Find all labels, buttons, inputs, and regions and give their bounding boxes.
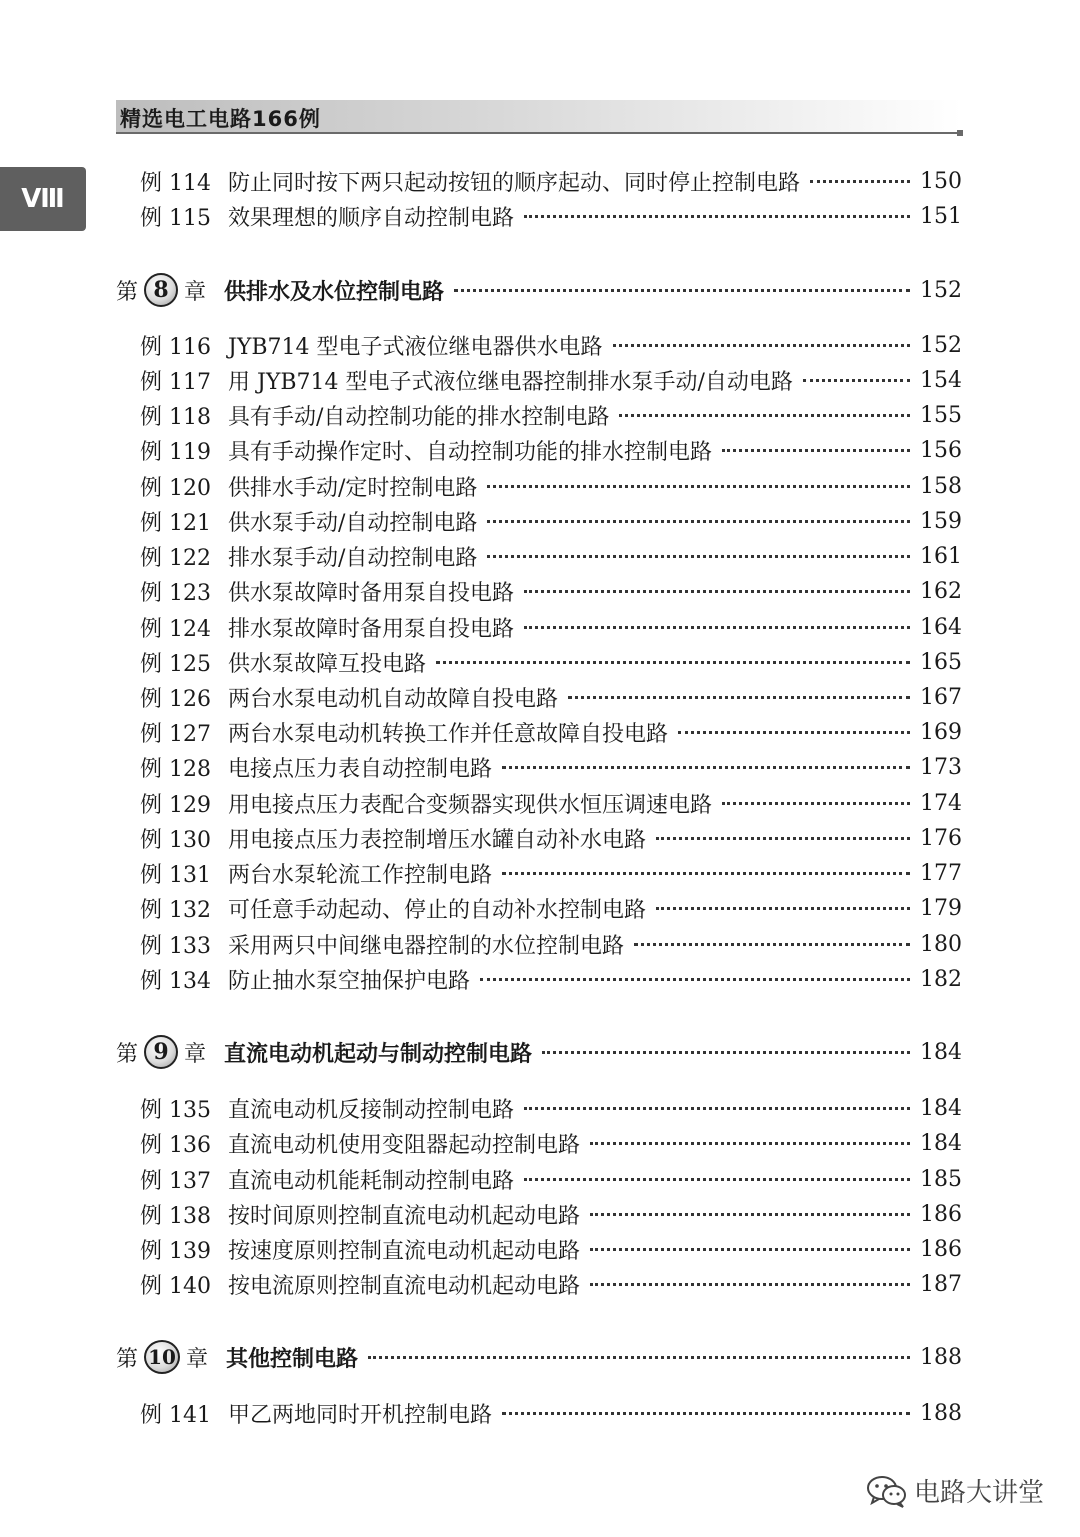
example-number: 例 123 <box>140 580 211 606</box>
example-number: 例 125 <box>140 651 211 677</box>
entry-title: 排水泵故障时备用泵自投电路 <box>228 616 515 642</box>
leader-dots <box>590 1283 910 1286</box>
chapter-suffix: 章 <box>184 1041 207 1067</box>
page-number: 152 <box>920 277 962 303</box>
leader-dots <box>656 837 910 840</box>
leader-dots <box>803 379 910 382</box>
book-title: 精选电工电路166例 <box>120 107 321 131</box>
toc-entry <box>140 893 962 923</box>
entry-title: 效果理想的顺序自动控制电路 <box>228 205 515 231</box>
example-number: 例 115 <box>140 205 211 231</box>
entry-title: 直流电动机使用变阻器起动控制电路 <box>228 1132 581 1158</box>
page-number: 156 <box>920 437 962 463</box>
page-number: 174 <box>920 790 962 816</box>
entry-title: 排水泵手动/自动控制电路 <box>228 545 478 571</box>
toc-entry <box>140 682 962 712</box>
leader-dots <box>542 1051 910 1054</box>
leader-dots <box>502 1412 910 1415</box>
leader-dots <box>678 731 910 734</box>
entry-title: 具有手动操作定时、自动控制功能的排水控制电路 <box>228 439 713 465</box>
page-number: 184 <box>920 1039 962 1065</box>
leader-dots <box>810 180 910 183</box>
leader-dots <box>619 414 910 417</box>
page-number: 169 <box>920 719 962 745</box>
leader-dots <box>524 1178 910 1181</box>
leader-dots <box>487 485 910 488</box>
chapter-prefix: 第 <box>116 279 139 305</box>
example-number: 例 136 <box>140 1132 211 1158</box>
toc-entry <box>140 471 962 501</box>
leader-dots <box>613 344 911 347</box>
toc-entry <box>140 330 962 360</box>
toc-entry <box>140 1128 962 1158</box>
entry-title: 直流电动机能耗制动控制电路 <box>228 1168 515 1194</box>
page-number: 162 <box>920 578 962 604</box>
entry-title: 两台水泵电动机转换工作并任意故障自投电路 <box>228 721 669 747</box>
example-number: 例 116 <box>140 334 211 360</box>
toc-entry <box>140 166 962 196</box>
page-number: 188 <box>920 1400 962 1426</box>
leader-dots <box>502 766 910 769</box>
toc-entry <box>140 717 962 747</box>
example-number: 例 135 <box>140 1097 211 1123</box>
chapter-number-badge: 9 <box>144 1035 178 1069</box>
chapter-heading <box>116 1034 962 1070</box>
leader-dots <box>722 802 910 805</box>
page-number: 185 <box>920 1166 962 1192</box>
toc-entry <box>140 435 962 465</box>
leader-dots <box>368 1356 910 1359</box>
leader-dots <box>524 215 910 218</box>
toc-entry <box>140 612 962 642</box>
example-number: 例 131 <box>140 862 211 888</box>
entry-title: 供水泵故障时备用泵自投电路 <box>228 580 515 606</box>
leader-dots <box>590 1213 910 1216</box>
watermark-text: 电路大讲堂 <box>913 1478 1044 1508</box>
chapter-prefix: 第 <box>116 1346 139 1372</box>
leader-dots <box>634 943 910 946</box>
page-number: 161 <box>920 543 962 569</box>
entry-title: 具有手动/自动控制功能的排水控制电路 <box>228 404 610 430</box>
toc-entry <box>140 752 962 782</box>
page-number: 180 <box>920 931 962 957</box>
example-number: 例 118 <box>140 404 211 430</box>
page-number: 167 <box>920 684 962 710</box>
toc-entry <box>140 858 962 888</box>
entry-title: 采用两只中间继电器控制的水位控制电路 <box>228 933 625 959</box>
toc-entry <box>140 823 962 853</box>
example-number: 例 133 <box>140 933 211 959</box>
page-number: 150 <box>920 168 962 194</box>
toc-entry <box>140 1398 962 1428</box>
chapter-heading <box>116 272 962 308</box>
toc-entry <box>140 647 962 677</box>
entry-title: 电接点压力表自动控制电路 <box>228 756 493 782</box>
page-number: 155 <box>920 402 962 428</box>
page-number: 176 <box>920 825 962 851</box>
chapter-prefix: 第 <box>116 1041 139 1067</box>
page-number: 179 <box>920 895 962 921</box>
example-number: 例 140 <box>140 1273 211 1299</box>
page-number: 159 <box>920 508 962 534</box>
leader-dots <box>524 590 910 593</box>
page-number: 184 <box>920 1130 962 1156</box>
entry-title: 用电接点压力表配合变频器实现供水恒压调速电路 <box>228 792 713 818</box>
toc-entry <box>140 1269 962 1299</box>
page-number: 186 <box>920 1201 962 1227</box>
chapter-heading <box>116 1339 962 1375</box>
entry-title: 两台水泵电动机自动故障自投电路 <box>228 686 559 712</box>
entry-title: 供水泵手动/自动控制电路 <box>228 510 478 536</box>
entry-title: 按电流原则控制直流电动机起动电路 <box>228 1273 581 1299</box>
example-number: 例 134 <box>140 968 211 994</box>
example-number: 例 128 <box>140 756 211 782</box>
page-number: 182 <box>920 966 962 992</box>
leader-dots <box>568 696 910 699</box>
example-number: 例 114 <box>140 170 211 196</box>
leader-dots <box>502 872 910 875</box>
toc-entry <box>140 929 962 959</box>
page-number: 165 <box>920 649 962 675</box>
entry-title: 供排水手动/定时控制电路 <box>228 475 478 501</box>
toc-entry <box>140 541 962 571</box>
example-number: 例 138 <box>140 1203 211 1229</box>
page-number: 187 <box>920 1271 962 1297</box>
chapter-title: 供排水及水位控制电路 <box>224 279 445 305</box>
entry-title: 可任意手动起动、停止的自动补水控制电路 <box>228 897 647 923</box>
leader-dots <box>656 907 910 910</box>
leader-dots <box>590 1142 910 1145</box>
entry-title: 防止抽水泵空抽保护电路 <box>228 968 471 994</box>
example-number: 例 126 <box>140 686 211 712</box>
page-number: 177 <box>920 860 962 886</box>
wechat-icon <box>866 1474 908 1508</box>
header-rule-end-mark <box>957 130 963 136</box>
entry-title: 直流电动机反接制动控制电路 <box>228 1097 515 1123</box>
page-number: 164 <box>920 614 962 640</box>
chapter-suffix: 章 <box>186 1346 209 1372</box>
leader-dots <box>454 289 910 292</box>
entry-title: JYB714 型电子式液位继电器供水电路 <box>228 334 603 360</box>
example-number: 例 129 <box>140 792 211 818</box>
toc-entry <box>140 788 962 818</box>
page-number: 173 <box>920 754 962 780</box>
example-number: 例 130 <box>140 827 211 853</box>
example-number: 例 141 <box>140 1402 211 1428</box>
entry-title: 按速度原则控制直流电动机起动电路 <box>228 1238 581 1264</box>
example-number: 例 137 <box>140 1168 211 1194</box>
toc-entry <box>140 506 962 536</box>
chapter-number-badge: 8 <box>144 273 178 307</box>
example-number: 例 119 <box>140 439 211 465</box>
leader-dots <box>436 661 910 664</box>
chapter-suffix: 章 <box>184 279 207 305</box>
entry-title: 用 JYB714 型电子式液位继电器控制排水泵手动/自动电路 <box>228 369 793 395</box>
page-number: 151 <box>920 203 962 229</box>
example-number: 例 117 <box>140 369 211 395</box>
page-number-tab <box>0 167 86 231</box>
page-number: 186 <box>920 1236 962 1262</box>
toc-entry <box>140 1093 962 1123</box>
toc-entry <box>140 1234 962 1264</box>
toc-entry <box>140 576 962 606</box>
example-number: 例 127 <box>140 721 211 747</box>
leader-dots <box>487 520 910 523</box>
leader-dots <box>480 978 910 981</box>
example-number: 例 132 <box>140 897 211 923</box>
example-number: 例 120 <box>140 475 211 501</box>
chapter-title: 直流电动机起动与制动控制电路 <box>224 1041 533 1067</box>
toc-entry <box>140 1199 962 1229</box>
entry-title: 供水泵故障互投电路 <box>228 651 427 677</box>
page-number: 184 <box>920 1095 962 1121</box>
chapter-number-badge: 10 <box>144 1340 180 1374</box>
leader-dots <box>524 1107 910 1110</box>
toc-entry <box>140 400 962 430</box>
entry-title: 用电接点压力表控制增压水罐自动补水电路 <box>228 827 647 853</box>
example-number: 例 121 <box>140 510 211 536</box>
leader-dots <box>487 555 910 558</box>
page-number: 154 <box>920 367 962 393</box>
entry-title: 按时间原则控制直流电动机起动电路 <box>228 1203 581 1229</box>
page-number: 188 <box>920 1344 962 1370</box>
example-number: 例 124 <box>140 616 211 642</box>
chapter-title: 其他控制电路 <box>226 1346 359 1372</box>
toc-entry <box>140 964 962 994</box>
watermark <box>866 1472 1044 1509</box>
toc-entry <box>140 365 962 395</box>
entry-title: 两台水泵轮流工作控制电路 <box>228 862 493 888</box>
example-number: 例 122 <box>140 545 211 571</box>
leader-dots <box>722 449 910 452</box>
example-number: 例 139 <box>140 1238 211 1264</box>
entry-title: 甲乙两地同时开机控制电路 <box>228 1402 493 1428</box>
leader-dots <box>524 626 910 629</box>
page-number: 158 <box>920 473 962 499</box>
toc-entry <box>140 201 962 231</box>
page-numeral: Ⅷ <box>21 184 65 214</box>
leader-dots <box>590 1248 910 1251</box>
page-number: 152 <box>920 332 962 358</box>
entry-title: 防止同时按下两只起动按钮的顺序起动、同时停止控制电路 <box>228 170 801 196</box>
toc-entry <box>140 1164 962 1194</box>
